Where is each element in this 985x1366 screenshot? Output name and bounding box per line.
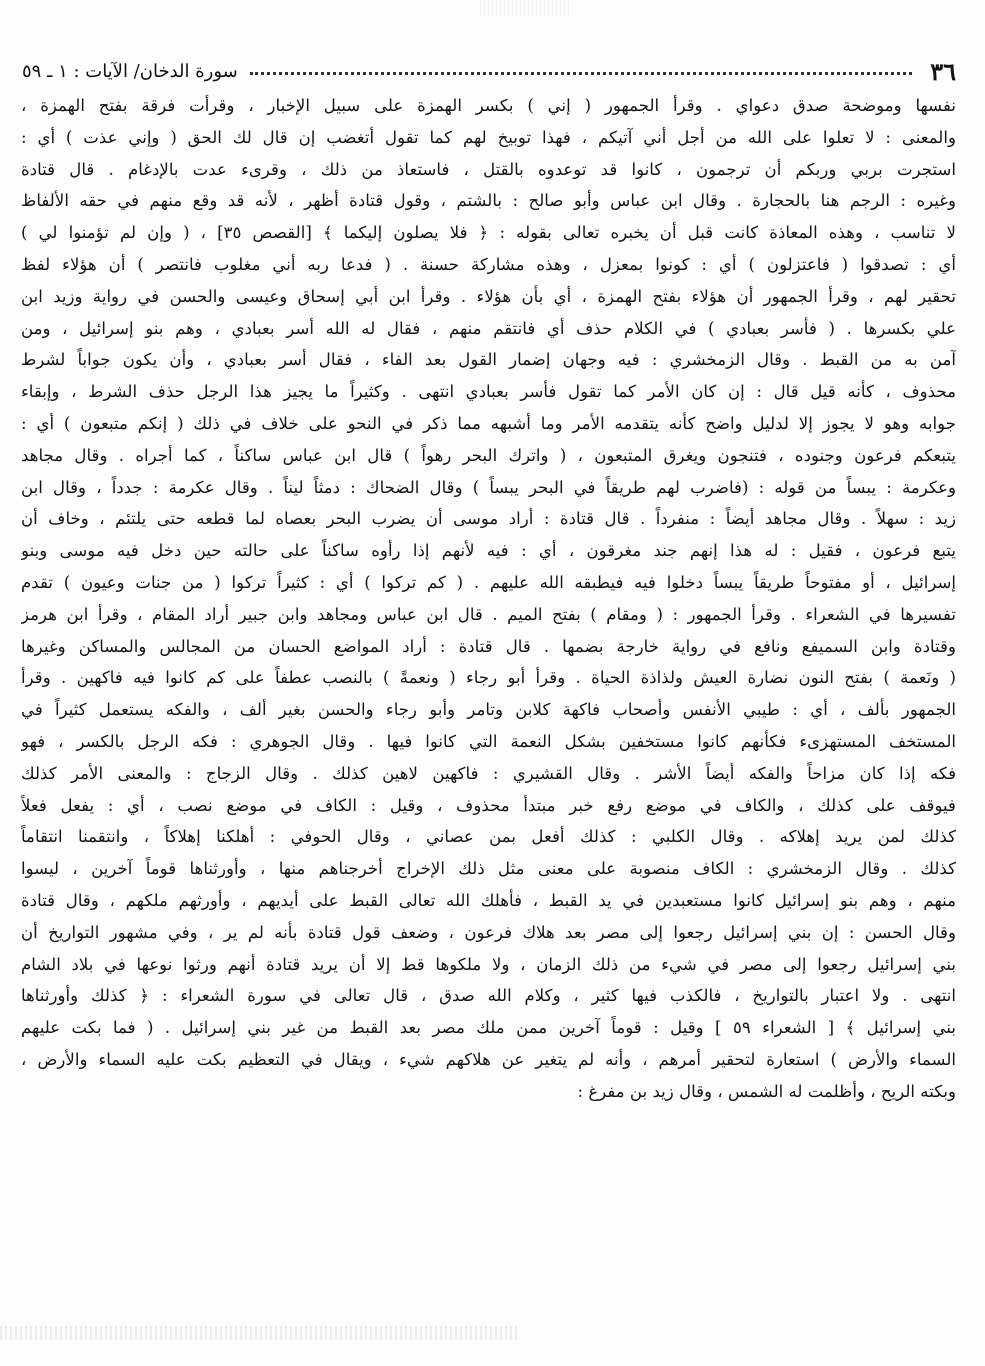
text-line: تحقير لهم ، وقرأ الجمهور أن هؤلاء بفتح الهمزة ، أي بأن هؤلاء . وقرأ ابن أبي إسحاق وعيسى والحسن في رواية وزيد ابن: [21, 286, 956, 306]
page-header: [22, 56, 956, 86]
text-line: وعكرمة : يبساً من قوله : (فاضرب لهم طريقاً في البحر يبساً ) وقال الضحاك : دمثاً ليناً . وقال عكرمة : جدداً ، وقال ابن: [21, 477, 956, 497]
text-line: السماء والأرض ) استعارة لتحقير أمرهم ، وأنه لم يتغير عن هلاكهم شيء ، ويقال في التعظيم بكت عليه السماء والأرض ،: [21, 1049, 956, 1069]
text-line: وغيره : الرجم هنا بالحجارة . وقال ابن عباس وأبو صالح : بالشتم ، وقول قتادة أظهر ، لأنه قد وقع منهم في حقه الألفاظ: [21, 191, 956, 211]
page-number: ٣٦: [930, 56, 956, 86]
text-line: محذوف ، كأنه قيل قال : إن كان الأمر كما تقول فأسر بعبادي انتهى . وكثيراً ما يجيز هذا الرجل حذف الشرط ، وإبقاء: [21, 382, 956, 402]
scan-artifact-top: [480, 0, 570, 16]
text-line: جوابه وهو لا يجوز إلا لدليل واضح كأنه يتقدمه الأمر وما أشبهه مما ذكر في النحو على خلاف في ذلك ( إنكم متبعون ) أي :: [21, 413, 956, 433]
running-title: سورة الدخان/ الآيات : ١ ـ ٥٩: [22, 60, 238, 82]
text-line: تفسيرها في الشعراء . وقرأ الجمهور : ( ومقام ) بفتح الميم . قال ابن عباس ومجاهد وابن جبير أراد المقام ، وقرأ ابن هرمز: [21, 604, 956, 624]
dotted-leader: [250, 72, 912, 75]
text-line: فكه إذا كان مزاحاً والفكه أيضاً الأشر . وقال القشيري : فاكهين لاهين كذلك . وقال الزجاج : والمعنى الأمر كذلك: [21, 763, 956, 783]
text-line: آمن به من القبط . وقال الزمخشري : فيه وجهان إضمار القول بعد الفاء ، فقال أسر بعبادي ، وأن يكون جواباً لشرط: [21, 350, 956, 370]
text-line: بني إسرائيل رجعوا إلى مصر في شيء من ذلك الزمان ، ولا ملكوها قط إلا أن يريد قتادة أنهم ورثوا نوعها في بلاد الشام: [21, 954, 956, 974]
text-line: كذلك . وقال الزمخشري : الكاف منصوبة على معنى مثل ذلك الإخراج أخرجناهم منها ، وأورثناها قوماً آخرين ، ليسوا: [21, 859, 956, 879]
text-line: نفسها وموضحة صدق دعواي . وقرأ الجمهور ( إني ) بكسر الهمزة على سبيل الإخبار ، وقرأت فرقة بفتح الهمزة ،: [21, 96, 956, 115]
scan-artifact-bottom: [0, 1326, 520, 1340]
text-line: انتهى . ولا اعتبار بالتواريخ ، فالكذب فيها كثير ، وكلام الله صدق ، قال تعالى في سورة الشعراء : ﴿ كذلك وأورثناها: [21, 986, 956, 1006]
text-line: بني إسرائيل ﴾ [ الشعراء ٥٩ ] وقيل : قوماً آخرين ممن ملك مصر بعد القبط من غير بني إسرائيل . ( فما بكت عليهم: [21, 1018, 956, 1038]
text-line: أي : تصدقوا ( فاعتزلون ) أي : كونوا بمعزل ، وهذه مشاركة حسنة . ( فدعا ربه أني مغلوب فانتصر ) أن هؤلاء لفظ: [21, 254, 956, 274]
text-line: وبكته الريح ، وأظلمت له الشمس ، وقال زيد بن مفرغ :: [577, 1081, 956, 1101]
text-line: استجرت بربي وربكم أن ترجمون ، كانوا قد توعدوه بالقتل ، فاستعاذ من ذلك ، وقرىء عدت بالإدغام . قال قتادة: [21, 159, 956, 179]
text-line: لا تناسب ، وهذه المعاذة كانت قبل أن يخبره تعالى بقوله : ﴿ فلا يصلون إليكما ﴾ [القصص ٣٥] ، ( وإن لم تؤمنوا لي ): [21, 223, 956, 243]
text-line: فيوقف على كذلك ، والكاف في موضع رفع خبر مبتدأ محذوف ، وقيل : الكاف في موضع نصب ، أي : يفعل فعلاً: [21, 795, 956, 815]
text-line: يتبعكم فرعون وجنوده ، فتنجون ويغرق المتبعون ، ( واترك البحر رهواً ) قال ابن عباس ساكناً ، كما أجراه . وقال مجاهد: [21, 445, 956, 465]
text-line: منهم ، وهم بنو إسرائيل كانوا مستعبدين في يد القبط ، فأهلك الله تعالى القبط على أيديهم ، وأورثهم ملكهم ، وقال قتادة: [21, 890, 956, 910]
text-line: والمعنى : لا تعلوا على الله من أجل أني آتيكم ، فهذا توبيخ لهم كما تقول أتغضب إن قال لك الحق ( وإني عذت ) أي :: [21, 127, 956, 147]
text-line: زيد : سهلاً . وقال مجاهد أيضاً : منفرداً . قال قتادة : أراد موسى أن يضرب البحر بعصاه لما قطعه حتى يلتئم ، وخاف أن: [21, 509, 956, 529]
text-line: كذلك لمن يريد إهلاكه . وقال الكلبي : كذلك أفعل بمن عصاني ، وقال الحوفي : أهلكنا إهلاكاً ، وانتقمنا انتقاماً: [21, 827, 956, 847]
text-line: ( ونَعمة ) بفتح النون نضارة العيش ولذاذة الحياة . وقرأ أبو رجاء ( ونعمةً ) بالنصب عطفاً على كم كانوا فيه فاكهين . وقرأ: [21, 668, 956, 688]
text-line: علي بكسرها . ( فأسر بعبادي ) في الكلام حذف أي فانتقم منهم ، فقال له الله أسر بعبادي ، وهم بنو إسرائيل ، ومن: [21, 318, 956, 338]
text-line: يتبع فرعون ، فقيل : له هذا إنهم جند مغرقون ، أي : فيه لأنهم إذا رأوه ساكناً على حالته حين دخل فيه موسى وبنو: [21, 541, 956, 561]
text-line: وقال الحسن : إن بني إسرائيل رجعوا إلى مصر بعد هلاك فرعون ، وضعف قول قتادة بأنه لم ير ، وفي مشهور التواريخ أن: [21, 922, 956, 942]
text-line: وقتادة وابن السميفع ونافع في رواية خارجة بضمها . قال قتادة : أراد المواضع الحسان من المجالس والمساكن وغيرها: [21, 636, 956, 656]
body-text: [21, 90, 956, 1260]
text-line: الجمهور بألف ، أي : طيبي الأنفس وأصحاب فاكهة كلابن وتامر وأبو رجاء والحسن بغير ألف ، والفكه يستعمل كثيراً في: [21, 700, 956, 720]
text-line: المستخف المستهزىء فكأنهم كانوا مستخفين بشكل النعمة التي كانوا فيها . وقال الجوهري : فكه الرجل بالكسر ، فهو: [21, 731, 956, 751]
text-line: إسرائيل ، أو مفتوحاً طريقاً يبساً دخلوا فيه فيطبقه الله عليهم . ( كم تركوا ) أي : كثيراً تركوا ( من جنات وعيون ) تقدم: [21, 572, 956, 592]
